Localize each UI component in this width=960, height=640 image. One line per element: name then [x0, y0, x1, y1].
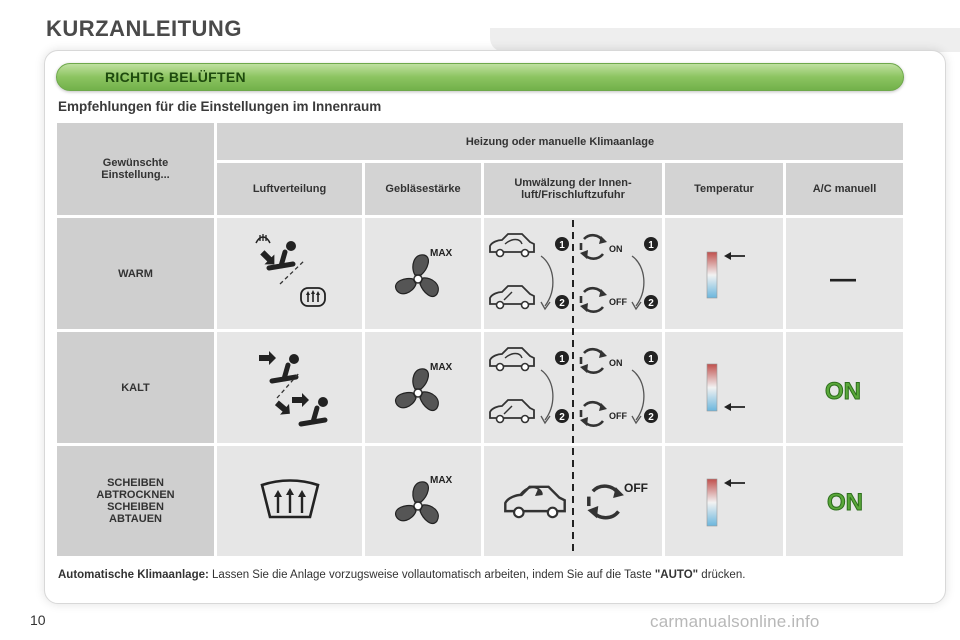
step-2-warm-btn: 2 [648, 298, 654, 309]
row-label-defrost-text: SCHEIBEN ABTROCKNEN SCHEIBEN ABTAUEN [96, 477, 175, 525]
step-number-icon [555, 237, 658, 423]
footer-tail: drücken. [698, 569, 746, 581]
header-air-distribution: Luftverteilung [217, 163, 362, 215]
header-ac-manual: A/C manuell [786, 163, 903, 215]
recirc-arrows-icon [580, 235, 648, 518]
watermark: carmanualsonline.info [650, 612, 820, 631]
footer-text: Lassen Sie die Anlage vorzugsweise vollautomatisch arbeiten, indem Sie auf die Taste [208, 569, 655, 581]
banner-label: RICHTIG BELÜFTEN [105, 69, 246, 85]
step-2-warm-car: 2 [559, 298, 565, 309]
temperature-bar-icon [707, 252, 717, 526]
ac-value-cold: ON [825, 378, 861, 405]
footer-key: "AUTO" [654, 569, 699, 581]
fan-max-label-warm: MAX [430, 248, 453, 259]
step-1-warm-car: 1 [559, 240, 565, 251]
page-number: 10 [30, 612, 46, 628]
windscreen-defrost-icon [262, 481, 318, 518]
recirc-off-defrost: OFF [624, 481, 648, 495]
ac-value-warm: — [830, 263, 856, 293]
recirc-off-cold: OFF [609, 411, 627, 421]
vent-person-icon [256, 234, 305, 284]
recirc-off-warm: OFF [609, 297, 627, 307]
arrow-left-icon [724, 252, 745, 487]
footer-lead: Automatische Klimaanlage: [58, 569, 209, 581]
rear-defrost-icon [301, 288, 325, 306]
header-recirculation-label: Umwälzung der Innen-luft/Frischluftzufuhr [514, 177, 632, 201]
header-desired-setting-label: Gewünschte Einstellung... [101, 157, 170, 181]
footer-note [58, 569, 908, 582]
header-fan-speed: Gebläsestärke [365, 163, 481, 215]
fan-icon [396, 248, 453, 524]
section-subtitle: Empfehlungen für die Einstellungen im Innenraum [58, 99, 382, 114]
recirc-on-cold: ON [609, 358, 623, 368]
recirc-on-warm: ON [609, 244, 623, 254]
vent-person-cold-icon [259, 351, 328, 424]
fan-max-label-defrost: MAX [430, 475, 453, 486]
fan-max-label-cold: MAX [430, 362, 453, 373]
page-title: KURZANLEITUNG [46, 16, 242, 41]
step-1-cold-car: 1 [559, 354, 565, 365]
header-temperature: Temperatur [665, 163, 783, 215]
ac-value-defrost: ON [827, 489, 863, 516]
car-recirc-icon [490, 234, 565, 517]
step-2-cold-btn: 2 [648, 412, 654, 423]
step-1-cold-btn: 1 [648, 354, 654, 365]
step-2-cold-car: 2 [559, 412, 565, 423]
row-label-warm: WARM [57, 218, 214, 329]
step-1-warm-btn: 1 [648, 240, 654, 251]
row-label-cold: KALT [57, 332, 214, 443]
header-group: Heizung oder manuelle Klimaanlage [217, 123, 903, 160]
